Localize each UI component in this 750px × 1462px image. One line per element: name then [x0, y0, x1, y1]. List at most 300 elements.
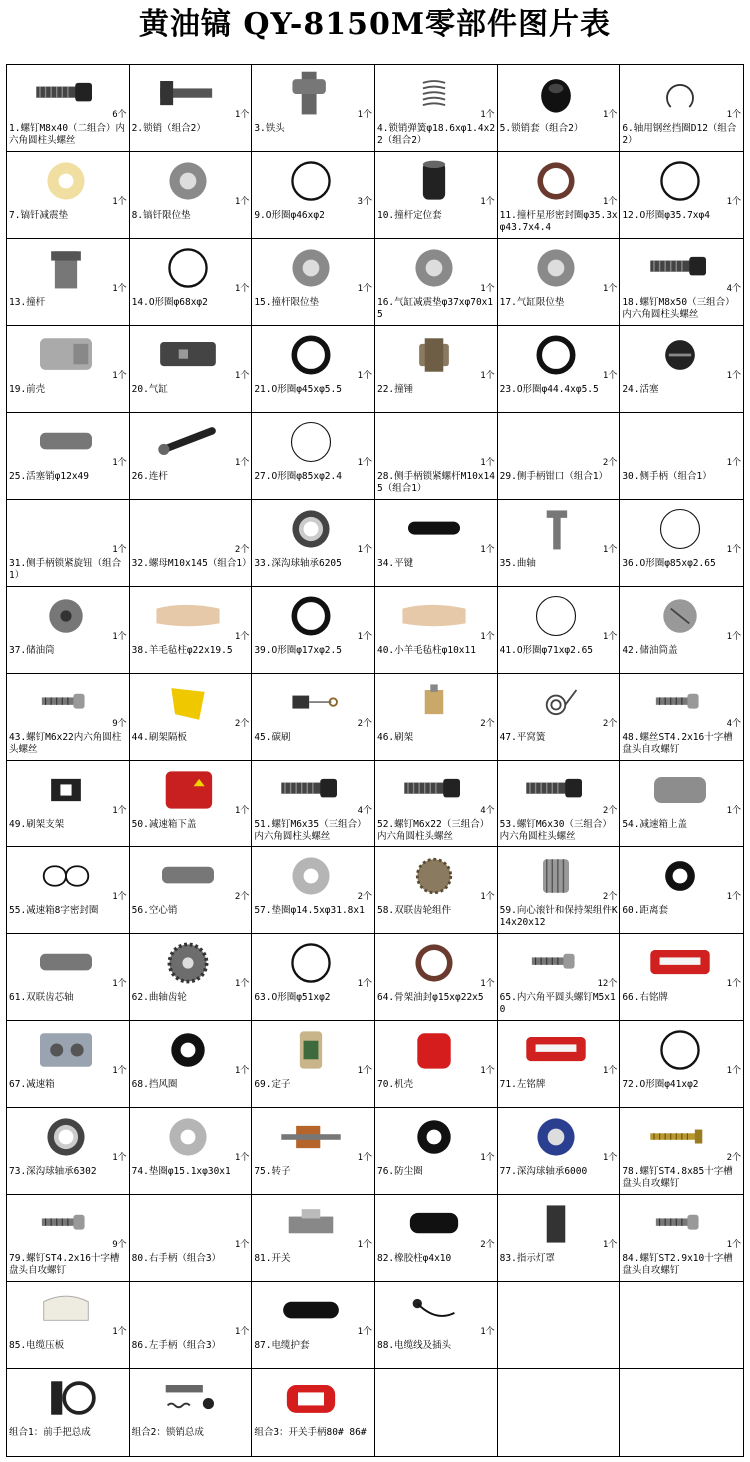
piston-icon [626, 330, 733, 380]
part-quantity: 3个 [357, 196, 372, 207]
damper-icon [13, 156, 119, 206]
oring-icon [626, 156, 733, 206]
rubberring-icon [381, 1112, 487, 1162]
rod-icon [13, 243, 119, 293]
smallscrew-icon [626, 678, 733, 728]
part-quantity: 1个 [234, 110, 250, 120]
part-cell [130, 65, 253, 152]
part-cell [375, 847, 498, 934]
part-label: 组合2：锁销总成 [131, 1427, 204, 1439]
part-quantity: 1个 [480, 1327, 495, 1338]
part-label: 47.平窝簧 [499, 731, 546, 743]
part-label: 68.挡风圈 [131, 1079, 178, 1091]
part-label: 4.锁销弹簧φ18.6xφ1.4x22（组合2） [376, 123, 496, 146]
flatwasher-icon [258, 851, 364, 901]
gear-icon [381, 851, 487, 901]
part-quantity: 2个 [357, 718, 372, 729]
part-cell [252, 1195, 375, 1282]
part-cell [130, 500, 253, 587]
part-label: 53.螺钉M6x30（三组合）内六角圆柱头螺丝 [499, 818, 612, 842]
part-label: 1.螺钉M8x40（二组合）内六角圆柱头螺丝 [9, 123, 126, 146]
biggear-icon [136, 938, 242, 988]
brushholder-icon [381, 678, 487, 728]
part-cell [620, 413, 743, 500]
part-quantity: 1个 [602, 1240, 618, 1251]
part-quantity: 1个 [480, 457, 495, 468]
thickring-icon [258, 591, 364, 641]
oilcap-icon [626, 591, 733, 641]
part-label: 57.垫圈φ14.5xφ31.8x1 [254, 905, 365, 917]
part-quantity: 1个 [480, 110, 495, 120]
lampcover-icon [504, 1199, 610, 1249]
part-label: 19.前壳 [9, 383, 46, 395]
part-quantity: 1个 [357, 1066, 372, 1077]
part-quantity: 1个 [602, 544, 618, 555]
part-quantity: 2个 [602, 805, 618, 816]
washer-icon [504, 243, 610, 293]
part-label: 12.O形圈φ35.7xφ4 [622, 209, 710, 221]
part-label: 65.内六角平圆头螺钉M5x10 [499, 992, 616, 1016]
needle-icon [504, 851, 610, 901]
part-quantity: 1个 [234, 283, 250, 294]
rotor-icon [258, 1112, 364, 1162]
part-label: 9.O形圈φ46xφ2 [254, 209, 325, 221]
part-label: 28.侧手柄锁紧螺杆M10x145（组合1） [376, 470, 495, 494]
part-cell [130, 761, 253, 848]
part-cell [252, 1021, 375, 1108]
felt-icon [381, 591, 487, 641]
part-cell [375, 500, 498, 587]
part-cell [375, 1195, 498, 1282]
part-label: 71.左铭牌 [499, 1079, 546, 1091]
part-quantity: 1个 [112, 370, 127, 381]
part-quantity: 1个 [112, 196, 127, 207]
part-cell [130, 1282, 253, 1369]
part-quantity: 1个 [112, 544, 127, 555]
part-label: 41.O形圈φ71xφ2.65 [499, 644, 594, 656]
conrod-icon [136, 417, 242, 467]
part-label: 67.减速箱 [9, 1079, 55, 1091]
part-quantity: 1个 [234, 457, 250, 468]
part-label: 13.撞杆 [9, 296, 46, 308]
part-label: 27.O形圈φ85xφ2.4 [254, 470, 342, 482]
part-label: 15.撞杆限位垫 [254, 296, 319, 308]
sidehandle-icon [13, 1373, 119, 1423]
part-cell [7, 934, 130, 1021]
part-cell [252, 1369, 375, 1456]
part-label: 80.右手柄（组合3） [131, 1253, 222, 1265]
part-quantity: 4个 [726, 283, 741, 294]
part-cell [620, 761, 743, 848]
gearbox-icon [13, 1025, 119, 1075]
part-cell [130, 1195, 253, 1282]
part-quantity: 9个 [112, 1240, 127, 1251]
part-label: 11.撞杆星形密封圈φ35.3xφ43.7x4.4 [499, 209, 618, 233]
lockset-icon [136, 1373, 242, 1423]
part-quantity: 1个 [480, 892, 495, 903]
part-cell [620, 1195, 743, 1282]
part-quantity: 1个 [112, 457, 127, 468]
part-cell [620, 500, 743, 587]
part-cell [130, 1369, 253, 1456]
spacer-icon [626, 851, 733, 901]
part-quantity: 1个 [480, 370, 495, 381]
part-cell [498, 934, 621, 1021]
thickring-icon [504, 330, 610, 380]
part-label: 44.刷架隔板 [131, 731, 187, 743]
part-label: 72.O形圈φ41xφ2 [622, 1079, 699, 1091]
part-quantity: 1个 [602, 631, 618, 642]
part-quantity: 1个 [480, 283, 495, 294]
part-label: 7.镐钎减震垫 [9, 209, 68, 221]
pinrod-icon [13, 417, 119, 467]
part-quantity: 1个 [112, 1153, 127, 1164]
part-label: 49.刷架支架 [9, 818, 65, 830]
part-label: 45.碳刷 [254, 731, 291, 743]
part-quantity: 12个 [597, 979, 618, 990]
part-label: 83.指示灯罩 [499, 1253, 555, 1265]
part-label: 34.平键 [376, 557, 414, 569]
key-icon [381, 504, 487, 554]
part-label: 30.侧手柄（组合1） [622, 470, 712, 482]
part-quantity: 1个 [112, 979, 127, 990]
part-quantity: 1个 [357, 979, 372, 990]
oilcup-icon [13, 591, 119, 641]
part-quantity: 1个 [357, 1153, 372, 1164]
part-label: 20.气缸 [131, 383, 168, 395]
part-quantity: 1个 [602, 370, 618, 381]
part-cell [252, 934, 375, 1021]
screw-icon [13, 69, 119, 119]
part-quantity: 2个 [234, 718, 250, 729]
part-label: 85.电缆压板 [9, 1340, 65, 1352]
part-cell [130, 326, 253, 413]
part-label: 64.骨架油封φ15xφ22x5 [376, 992, 484, 1004]
part-cell [7, 1108, 130, 1195]
part-quantity: 2个 [480, 1240, 495, 1251]
part-label: 52.螺钉M6x22（三组合）内六角圆柱头螺丝 [376, 818, 490, 842]
part-label: 38.羊毛毡柱φ22x19.5 [131, 644, 233, 656]
part-label: 84.螺钉ST2.9x10十字槽盘头自攻螺钉 [622, 1253, 733, 1277]
part-quantity: 1个 [726, 457, 741, 468]
part-cell [252, 152, 375, 239]
part-cell [620, 152, 743, 239]
part-cell [7, 1282, 130, 1369]
screw-icon [381, 765, 487, 815]
part-quantity: 2个 [726, 1153, 741, 1164]
part-cell [130, 934, 253, 1021]
smallscrew-icon [504, 938, 610, 988]
part-label: 32.螺母M10x145（组合1） [131, 557, 252, 569]
flatwasher-icon [136, 1112, 242, 1162]
part-quantity: 1个 [234, 1327, 250, 1338]
part-label: 26.连杆 [131, 470, 168, 482]
part-quantity: 1个 [112, 892, 127, 903]
ironhead-icon [258, 69, 364, 119]
part-cell [375, 1369, 498, 1456]
part-label: 31.侧手柄锁紧旋钮（组合1） [9, 557, 122, 581]
part-label: 23.O形圈φ44.4xφ5.5 [499, 383, 599, 395]
part-quantity: 2个 [602, 892, 618, 903]
part-cell [498, 326, 621, 413]
part-quantity: 1个 [234, 1240, 250, 1251]
part-cell [620, 239, 743, 326]
part-cell [130, 587, 253, 674]
part-cell [7, 500, 130, 587]
smallscrew-icon [13, 1199, 119, 1249]
part-cell [252, 413, 375, 500]
part-quantity: 1个 [234, 1066, 250, 1077]
part-cell [252, 674, 375, 761]
part-quantity: 1个 [726, 110, 741, 120]
part-cell [620, 934, 743, 1021]
part-quantity: 2个 [602, 457, 618, 468]
part-label: 24.活塞 [622, 383, 659, 395]
part-label: 10.撞杆定位套 [376, 209, 442, 221]
part-quantity: 1个 [357, 631, 372, 642]
page-title: 黄油镐 QY-8150M零部件图片表 [138, 7, 612, 42]
part-label: 78.螺钉ST4.8x85十字槽盘头自攻螺钉 [622, 1166, 733, 1190]
washer-icon [136, 156, 242, 206]
part-label: 14.O形圈φ68xφ2 [131, 296, 208, 308]
part-quantity: 1个 [112, 1327, 127, 1338]
thickring-icon [258, 330, 364, 380]
part-quantity: 1个 [480, 544, 495, 555]
cable-icon [381, 1286, 487, 1336]
part-quantity: 1个 [357, 110, 372, 120]
part-quantity: 4个 [480, 805, 495, 816]
part-cell [130, 239, 253, 326]
part-label: 18.螺钉M8x50（三组合）内六角圆柱头螺丝 [622, 296, 735, 320]
sleeve-icon [381, 156, 487, 206]
part-label: 50.减速箱下盖 [131, 818, 197, 830]
part-quantity: 1个 [234, 631, 250, 642]
part-cell [498, 1369, 621, 1456]
part-label: 46.刷架 [376, 731, 414, 743]
part-label: 2.锁销（组合2） [131, 123, 206, 134]
part-label: 60.距离套 [622, 905, 668, 917]
part-cell [498, 152, 621, 239]
part-label: 54.减速箱上盖 [622, 818, 687, 830]
part-quantity: 2个 [480, 718, 495, 729]
part-label: 51.螺钉M6x35（三组合）内六角圆柱头螺丝 [254, 818, 367, 842]
part-label: 79.螺钉ST4.2x16十字槽盘头自攻螺钉 [9, 1253, 120, 1277]
part-quantity: 1个 [602, 283, 618, 294]
part-cell [498, 1021, 621, 1108]
screw-icon [626, 243, 733, 293]
part-cell [130, 152, 253, 239]
part-cell [7, 1195, 130, 1282]
part-label: 56.空心销 [131, 905, 178, 917]
part-label: 75.转子 [254, 1166, 291, 1178]
part-label: 63.O形圈φ51xφ2 [254, 992, 331, 1004]
part-cell [620, 1108, 743, 1195]
seal-icon [381, 938, 487, 988]
part-quantity: 1个 [112, 631, 127, 642]
part-cell [375, 1021, 498, 1108]
rubberpost-icon [381, 1199, 487, 1249]
part-cell [7, 1021, 130, 1108]
brush-icon [258, 678, 364, 728]
part-cell [620, 674, 743, 761]
part-label: 33.深沟球轴承6205 [254, 557, 342, 569]
part-cell [7, 1369, 130, 1456]
spring-icon [381, 69, 487, 119]
clamp-icon [13, 1286, 119, 1336]
part-quantity: 1个 [602, 196, 618, 207]
coilspring-icon [504, 678, 610, 728]
part-quantity: 1个 [112, 1066, 127, 1077]
part-cell [130, 413, 253, 500]
smallscrew-icon [626, 1199, 733, 1249]
part-quantity: 1个 [480, 631, 495, 642]
oring-icon [136, 243, 242, 293]
part-quantity: 1个 [480, 1066, 495, 1077]
part-quantity: 1个 [480, 1153, 495, 1164]
pinrod-icon [136, 851, 242, 901]
part-quantity: 1个 [726, 196, 741, 207]
part-cell [498, 1195, 621, 1282]
screw-icon [504, 765, 610, 815]
thinring-icon [626, 504, 733, 554]
part-cell [498, 761, 621, 848]
part-label: 74.垫圈φ15.1xφ30x1 [131, 1166, 231, 1178]
part-quantity: 2个 [602, 718, 618, 729]
part-label: 76.防尘圈 [376, 1166, 423, 1178]
nameplate-icon [504, 1025, 610, 1075]
part-quantity: 1个 [357, 1240, 372, 1251]
part-quantity: 1个 [726, 1240, 741, 1251]
part-quantity: 1个 [480, 979, 495, 990]
graycover-icon [626, 765, 733, 815]
part-cell [498, 239, 621, 326]
oring-icon [626, 1025, 733, 1075]
nameplate-icon [626, 938, 733, 988]
part-cell [130, 1108, 253, 1195]
part-quantity: 1个 [480, 196, 495, 207]
part-cell [130, 847, 253, 934]
part-cell [252, 761, 375, 848]
pinrod-icon [13, 938, 119, 988]
cap-icon [504, 69, 610, 119]
part-label: 40.小羊毛毡柱φ10x11 [376, 644, 476, 656]
clip-icon [626, 69, 733, 119]
part-cell [498, 413, 621, 500]
part-quantity: 1个 [112, 283, 127, 294]
housing-icon [13, 330, 119, 380]
part-cell [7, 847, 130, 934]
part-cell [375, 761, 498, 848]
cylinder-icon [136, 330, 242, 380]
part-cell [620, 587, 743, 674]
part-label: 69.定子 [254, 1079, 291, 1091]
part-quantity: 1个 [234, 196, 250, 207]
part-cell [7, 761, 130, 848]
part-quantity: 9个 [112, 718, 127, 729]
part-cell [375, 674, 498, 761]
plate-icon [136, 678, 242, 728]
part-label: 29.侧手柄钳口（组合1） [499, 470, 609, 482]
part-label: 66.右铭牌 [622, 992, 668, 1004]
bracket-icon [13, 765, 119, 815]
part-quantity: 2个 [234, 892, 250, 903]
part-quantity: 1个 [357, 370, 372, 381]
part-label: 77.深沟球轴承6000 [499, 1166, 588, 1178]
part-cell [620, 326, 743, 413]
part-quantity: 1个 [357, 457, 372, 468]
part-label: 42.储油筒盖 [622, 644, 678, 656]
redhandle-icon [258, 1373, 364, 1423]
part-cell [7, 674, 130, 761]
part-label: 61.双联齿芯轴 [9, 992, 74, 1004]
felt-icon [136, 591, 242, 641]
part-label: 73.深沟球轴承6302 [9, 1166, 97, 1178]
part-label: 17.气缸限位垫 [499, 296, 565, 308]
part-label: 5.锁销套（组合2） [499, 123, 584, 134]
eightseal-icon [13, 851, 119, 901]
part-label: 3.铁头 [254, 123, 285, 134]
part-quantity: 1个 [234, 979, 250, 990]
part-cell [252, 1282, 375, 1369]
part-cell [375, 587, 498, 674]
part-quantity: 1个 [726, 979, 741, 990]
part-label: 55.减速箱8字密封圈 [9, 905, 99, 917]
part-cell [498, 587, 621, 674]
part-cell [620, 1369, 743, 1456]
part-quantity: 4个 [726, 718, 741, 729]
part-quantity: 1个 [726, 631, 741, 642]
bearing-icon [258, 504, 364, 554]
part-cell [375, 65, 498, 152]
part-label: 16.气缸减震垫φ37xφ70x15 [376, 296, 494, 320]
part-cell [620, 847, 743, 934]
part-quantity: 6个 [112, 110, 127, 120]
part-label: 86.左手柄（组合3） [131, 1340, 222, 1352]
part-cell [498, 1108, 621, 1195]
smallscrew-icon [13, 678, 119, 728]
part-cell [252, 65, 375, 152]
screw-icon [258, 765, 364, 815]
part-quantity: 1个 [726, 805, 741, 816]
part-label: 组合1：前手把总成 [9, 1427, 91, 1439]
parts-table [6, 64, 744, 1457]
thinring-icon [504, 591, 610, 641]
part-quantity: 1个 [726, 370, 741, 381]
part-label: 6.轴用钢丝挡圈D12（组合2） [622, 123, 737, 146]
part-label: 36.O形圈φ85xφ2.65 [622, 557, 716, 569]
part-label: 48.螺丝ST4.2x16十字槽盘头自攻螺钉 [622, 731, 733, 755]
part-quantity: 1个 [726, 1066, 741, 1077]
part-cell [252, 847, 375, 934]
part-cell [252, 326, 375, 413]
crank-icon [504, 504, 610, 554]
part-quantity: 1个 [234, 805, 250, 816]
oring-icon [258, 938, 364, 988]
part-cell [498, 674, 621, 761]
part-cell [252, 587, 375, 674]
seal-icon [504, 156, 610, 206]
part-cell [498, 65, 621, 152]
part-label: 25.活塞销φ12x49 [9, 470, 89, 482]
part-cell [130, 1021, 253, 1108]
part-cell [375, 934, 498, 1021]
hammer-icon [381, 330, 487, 380]
stator-icon [258, 1025, 364, 1075]
part-label: 82.橡胶柱φ4x10 [376, 1253, 452, 1265]
part-quantity: 1个 [357, 283, 372, 294]
part-cell [252, 1108, 375, 1195]
part-cell [375, 413, 498, 500]
